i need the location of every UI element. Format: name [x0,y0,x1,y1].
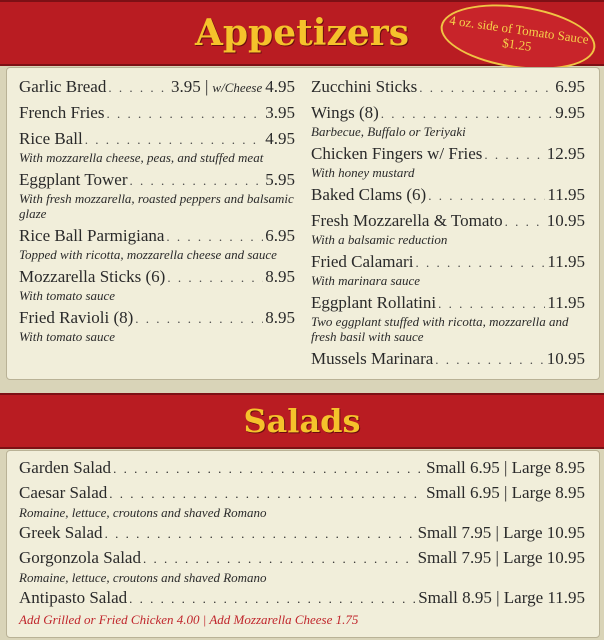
salad-item [19,587,585,610]
item-price: 3.95 [265,103,295,122]
salad-description: Romaine, lettuce, croutons and shaved Romano [19,570,267,585]
item-name: Eggplant Tower [19,170,128,189]
item-name: Mussels Marinara [311,349,434,368]
menu-item [311,184,585,206]
item-description: With a balsamic reduction [311,232,448,247]
dot-leader [129,588,416,610]
menu-item-row [19,102,295,124]
menu-item-row [311,210,585,232]
menu-item [19,225,295,262]
item-price: 10.95 [546,349,585,368]
dot-leader [109,483,424,505]
menu-item-row [19,266,295,288]
salads-panel [6,450,600,638]
item-name: Fresh Mozzarella & Tomato [311,211,503,230]
item-name: Baked Clams (6) [311,185,427,204]
dot-leader [167,267,263,288]
salad-description: Romaine, lettuce, croutons and shaved Romano [19,505,267,520]
salad-item [19,482,585,520]
item-name: Garlic Bread [19,77,107,96]
salad-name: Caesar Salad [19,483,108,502]
item-price: 12.95 [546,144,585,163]
item-price: 8.95 [265,308,295,327]
salad-price: Small 6.95 | Large 8.95 [426,483,585,502]
item-sub-label: w/Cheese [212,80,263,95]
menu-item-row [19,225,295,247]
menu-item [311,143,585,180]
item-price: 11.95 [547,252,585,271]
salads-title: Salads [243,402,361,440]
dot-leader [106,103,263,124]
item-price: 8.95 [265,267,295,286]
menu-item [311,251,585,288]
item-price: 6.95 [265,226,295,245]
menu-item-row [19,128,295,150]
dot-leader [135,308,263,329]
salad-row [19,522,585,545]
dot-leader [484,144,544,165]
dot-leader [113,458,424,480]
menu-item-row [19,169,295,191]
item-sub-price: 4.95 [265,77,295,96]
menu-item [311,76,585,98]
dot-leader [415,252,545,273]
item-name: Wings (8) [311,103,379,122]
item-description: Barbecue, Buffalo or Teriyaki [311,124,466,139]
dot-leader [381,103,553,124]
menu-item-row [311,251,585,273]
salad-item [19,547,585,585]
item-price: 10.95 [546,211,585,230]
item-name: Fried Calamari [311,252,414,271]
menu-item [19,76,295,98]
item-description: Two eggplant stuffed with ricotta, mozzarella and fresh basil with sauce [311,314,569,344]
item-description: With honey mustard [311,165,415,180]
menu-item-row [19,76,295,98]
salad-name: Gorgonzola Salad [19,548,141,567]
dot-leader [438,293,545,314]
salad-item [19,522,585,545]
item-name: Eggplant Rollatini [311,293,437,312]
item-price: 5.95 [265,170,295,189]
tomato-sauce-badge: 4 oz. side of Tomato Sauce $1.25 [436,0,599,79]
appetizers-right-column [311,76,585,374]
item-name: Rice Ball Parmigiana [19,226,165,245]
menu-item [311,348,585,370]
item-price: 6.95 [555,77,585,96]
dot-leader [419,77,553,98]
menu-item-row [311,348,585,370]
salad-name: Garden Salad [19,458,112,477]
salad-item [19,457,585,480]
menu-item-row [311,292,585,314]
salad-addon-note: Add Grilled or Fried Chicken 4.00 | Add Mozzarella Cheese 1.75 [19,612,359,627]
item-name: Fried Ravioli (8) [19,308,134,327]
item-price: 11.95 [547,293,585,312]
dot-leader [105,523,416,545]
salads-list [19,457,585,628]
dot-leader [435,349,544,370]
item-name: Zucchini Sticks [311,77,418,96]
salad-row [19,587,585,610]
salad-row [19,547,585,570]
menu-item-row [311,143,585,165]
menu-item [311,102,585,139]
appetizers-title: Appetizers [194,12,410,54]
dot-leader [108,77,169,98]
menu-item-row [311,184,585,206]
menu-item [19,307,295,344]
item-description: With marinara sauce [311,273,421,288]
item-name: Mozzarella Sticks (6) [19,267,166,286]
menu-item [19,102,295,124]
item-description: With fresh mozzarella, roasted peppers and balsamic glaze [19,191,294,221]
dot-leader [143,548,416,570]
menu-item-row [311,76,585,98]
salad-name: Antipasto Salad [19,588,128,607]
menu-item-row [311,102,585,124]
item-description: Topped with ricotta, mozzarella cheese and sauce [19,247,277,262]
item-name: Rice Ball [19,129,83,148]
item-name: Chicken Fingers w/ Fries [311,144,483,163]
item-name: French Fries [19,103,105,122]
menu-item [311,210,585,247]
item-description: With tomato sauce [19,288,116,303]
dot-leader [85,129,264,150]
item-description: With tomato sauce [19,329,116,344]
item-price: 11.95 [547,185,585,204]
salad-name: Greek Salad [19,523,103,542]
salad-price: Small 6.95 | Large 8.95 [426,458,585,477]
appetizers-left-column [19,76,295,348]
dot-leader [166,226,263,247]
menu-item-row [19,307,295,329]
menu-item [311,292,585,344]
salad-row [19,457,585,480]
dot-leader [505,211,545,232]
menu-item [19,266,295,303]
salad-price: Small 8.95 | Large 11.95 [418,588,585,607]
item-price: 9.95 [555,103,585,122]
salad-price: Small 7.95 | Large 10.95 [417,548,585,567]
salad-row [19,482,585,505]
item-price: 3.95 | [171,77,209,96]
item-price: 4.95 [265,129,295,148]
dot-leader [428,185,545,206]
appetizers-panel [6,67,600,380]
item-description: With mozzarella cheese, peas, and stuffed meat [19,150,264,165]
dot-leader [130,170,264,191]
salad-price: Small 7.95 | Large 10.95 [417,523,585,542]
menu-item [19,169,295,221]
salads-header [0,393,604,449]
menu-item [19,128,295,165]
